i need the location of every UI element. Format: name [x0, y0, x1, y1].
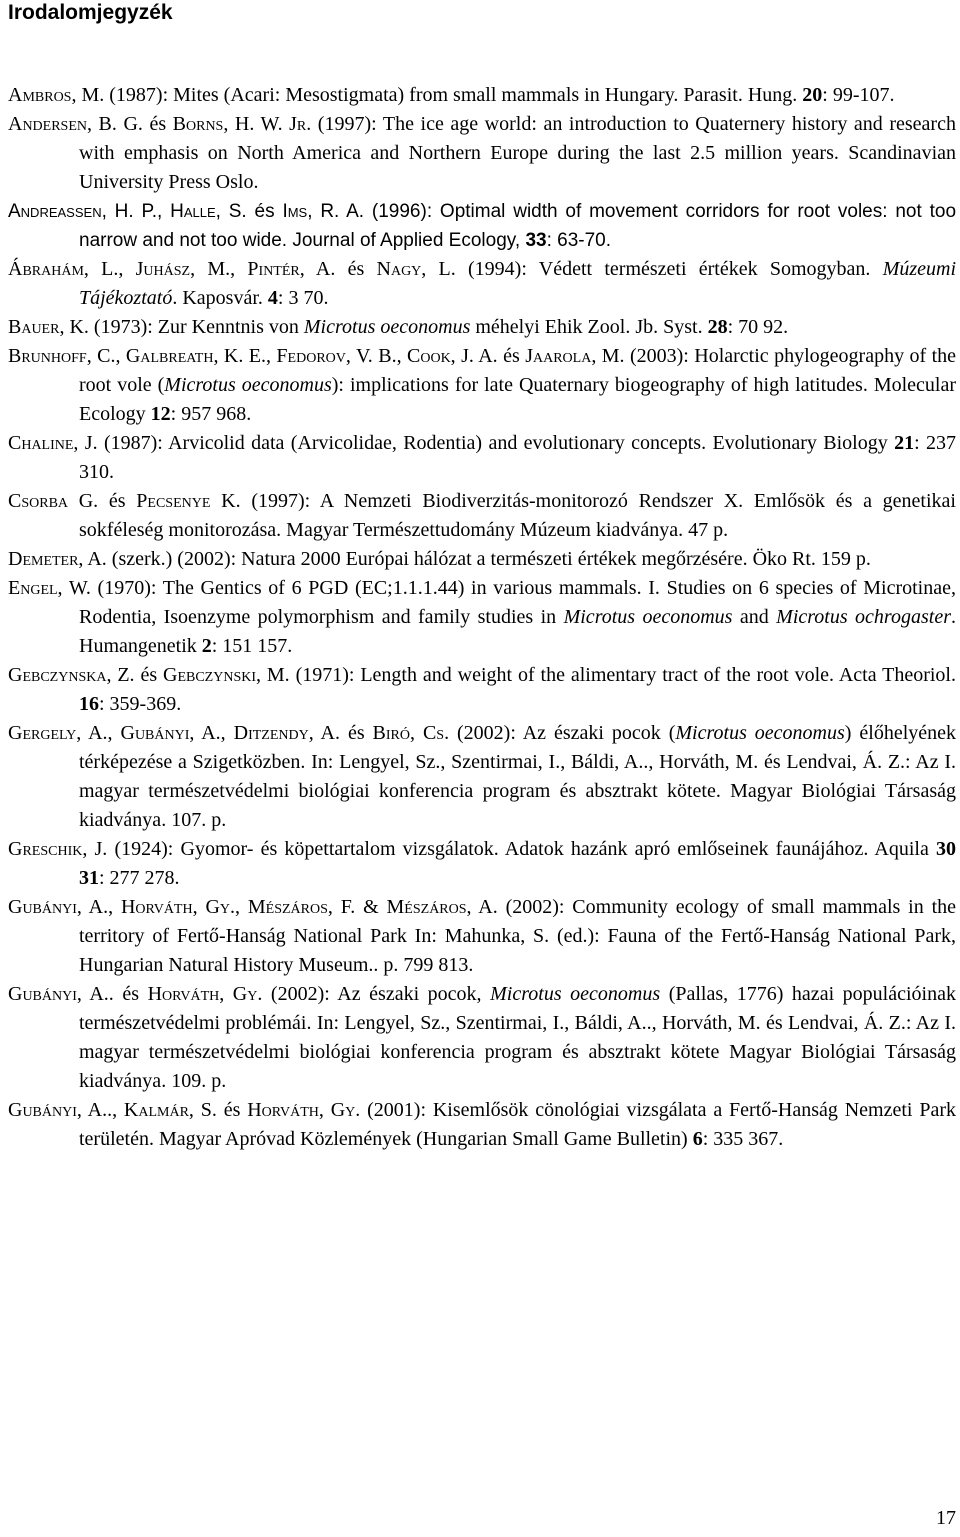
- reference-entry: [8, 893, 956, 980]
- reference-text: és: [134, 664, 163, 686]
- reference-entry: [8, 487, 956, 545]
- reference-text: ,: [220, 722, 234, 744]
- reference-text: (1924): Gyomor- és köpettartalom vizsgálatok. Adatok hazánk apró emlőseinek faunájához. Aquila: [107, 838, 936, 860]
- page-number: 17: [936, 1507, 956, 1529]
- author-name: Bauer, K.: [8, 316, 89, 338]
- reference-entry: [8, 719, 956, 835]
- reference-text: (1996): Optimal width of movement corridors for root voles: not too narrow and not too wide. Journal of Applied Ecology,: [79, 201, 957, 251]
- reference-text: ,: [112, 1099, 124, 1121]
- reference-text: (1971): Length and weight of the alimentary tract of the root vole. Acta Theoriol.: [289, 664, 956, 686]
- reference-text: : 359-369.: [99, 693, 182, 715]
- author-name: Kalmár, S.: [123, 1099, 217, 1121]
- author-name: Engel, W.: [8, 577, 91, 599]
- reference-entry: [8, 429, 956, 487]
- author-name: Mészáros, A.: [386, 896, 498, 918]
- volume-number: 4: [267, 287, 278, 309]
- reference-text: : 237 310.: [79, 432, 956, 483]
- reference-text: ,: [107, 722, 121, 744]
- author-name: Horváth, Gy.: [247, 1099, 361, 1121]
- reference-entry: [8, 661, 956, 719]
- author-name: Ambros, M.: [8, 84, 105, 106]
- reference-text: (1973): Zur Kenntnis von: [88, 316, 304, 338]
- author-name: Ábrahám, L.: [8, 258, 119, 280]
- author-name: Gubányi, A.: [120, 722, 221, 744]
- reference-text: (1987): Arvicolid data (Arvicolidae, Rodentia) and evolutionary concepts. Evolutionary Biology: [97, 432, 895, 454]
- author-name: Pecsenye K.: [136, 490, 241, 512]
- reference-text: : 99-107.: [822, 84, 895, 106]
- author-name: Chaline, J.: [8, 432, 98, 454]
- reference-text: (2001): Kisemlősök cönológiai vizsgálata a Fertő-Hanság Nemzeti Park területén. Magyar Apróvad Közlemények (Hungarian Small Game Bulletin): [79, 1099, 956, 1150]
- author-name: Greschik, J.: [8, 838, 108, 860]
- reference-text: (2002): Az északi pocok (: [449, 722, 676, 744]
- reference-text: (1987): Mites (Acari: Mesostigmata) from small mammals in Hungary. Parasit. Hung.: [104, 84, 803, 106]
- reference-text: méhelyi Ehik Zool. Jb. Syst.: [470, 316, 708, 338]
- author-name: Andersen, B. G.: [8, 113, 143, 135]
- reference-text: (2003): Holarctic phylogeography of the root vole (: [79, 345, 957, 396]
- volume-number: 30 31: [79, 838, 956, 889]
- reference-text: (2002): Az északi pocok,: [262, 983, 491, 1005]
- reference-text: ,: [235, 896, 248, 918]
- reference-entry: [8, 197, 956, 255]
- reference-text: ,: [265, 345, 277, 367]
- reference-text: ,: [118, 258, 136, 280]
- reference-text: és: [113, 983, 148, 1005]
- author-name: Pintér, A.: [247, 258, 336, 280]
- reference-text: : 70 92.: [727, 316, 789, 338]
- reference-text: és: [335, 258, 377, 280]
- author-name: Horváth, Gy.: [147, 983, 263, 1005]
- reference-text: ,: [108, 896, 121, 918]
- reference-text: . Humangenetik: [79, 606, 956, 657]
- author-name: Brunhoff, C.: [8, 345, 116, 367]
- reference-entry: [8, 1096, 956, 1154]
- italic-text: Microtus oeconomus: [303, 316, 471, 338]
- volume-number: 28: [707, 316, 728, 338]
- author-name: Gergely, A.: [8, 722, 108, 744]
- reference-list: [8, 81, 956, 1154]
- reference-entry: [8, 835, 956, 893]
- author-name: Ditzendy, A.: [233, 722, 340, 744]
- reference-text: (1997): A Nemzeti Biodiverzitás-monitorozó Rendszer X. Emlősök és a genetikai sokféleség monitorozása. Magyar Természettudomány Múzeum kiadványa. 47 p.: [79, 490, 956, 541]
- reference-text: ) élőhelyének térképezése a Szigetközben. In: Lengyel, Sz., Szentirmai, I., Báldi, A.., Horváth, M. és Lendvai, Á. Z.: Az I. magyar természetvédelmi biológiai konferencia program és absztrakt kötete. Magyar Biológiai Társaság kiadványa. 107. p.: [79, 722, 957, 831]
- reference-entry: [8, 545, 956, 574]
- author-name: Jaarola, M.: [525, 345, 625, 367]
- reference-text: ): implications for late Quaternary biogeography of high latitudes. Molecular Ecology: [79, 374, 957, 425]
- author-name: Juhász, M.: [135, 258, 231, 280]
- reference-text: és: [216, 1099, 248, 1121]
- volume-number: 6: [692, 1128, 703, 1150]
- italic-text: Microtus ochrogaster: [776, 606, 951, 628]
- reference-text: és: [246, 201, 283, 222]
- volume-number: 21: [894, 432, 915, 454]
- volume-number: 20: [802, 84, 823, 106]
- reference-text: . Kaposvár.: [172, 287, 268, 309]
- author-name: Gebczynska, Z.: [8, 664, 135, 686]
- reference-text: (2002): Community ecology of small mammals in the territory of Fertő-Hanság National Park In: Mahunka, S. (ed.): Fauna of the Fertő-Hanság National Park, Hungarian Natural History Museum.. p. 799 813.: [79, 896, 957, 976]
- reference-text: (1994): Védett természeti értékek Somogyban.: [455, 258, 883, 280]
- reference-text: and: [732, 606, 777, 628]
- author-name: Demeter, A.: [8, 548, 107, 570]
- italic-text: Microtus oeconomus: [490, 983, 661, 1005]
- reference-entry: [8, 980, 956, 1096]
- author-name: Mészáros, F.: [247, 896, 356, 918]
- reference-text: : 151 157.: [211, 635, 293, 657]
- reference-text: (1970): The Gentics of 6 PGD (EC;1.1.1.44) in various mammals. I. Studies on 6 species of Microtinae, Rodentia, Isoenzyme polymorphism and family studies in: [79, 577, 956, 628]
- author-name: Cook, J. A.: [407, 345, 498, 367]
- author-name: Gebczynski, M.: [163, 664, 290, 686]
- reference-text: és: [142, 113, 173, 135]
- reference-text: (1997): The ice age world: an introduction to Quaternery history and research with emphasis on North America and Northern Europe during the last 2.5 million years. Scandinavian University Press Oslo.: [79, 113, 956, 193]
- reference-entry: [8, 342, 956, 429]
- author-name: Andreassen, H. P.: [8, 201, 158, 222]
- reference-entry: [8, 255, 956, 313]
- reference-entry: [8, 110, 956, 197]
- page-title: Irodalomjegyzék: [8, 1, 173, 24]
- volume-number: 16: [79, 693, 99, 715]
- author-name: Horváth, Gy.: [120, 896, 235, 918]
- author-name: Nagy, L.: [376, 258, 456, 280]
- author-name: Csorba G.: [8, 490, 99, 512]
- reference-text: és: [497, 345, 526, 367]
- reference-text: : 3 70.: [277, 287, 329, 309]
- author-name: Gubányi, A..: [8, 983, 114, 1005]
- reference-text: és: [98, 490, 137, 512]
- author-name: Galbreath, K. E.: [125, 345, 266, 367]
- reference-text: : 335 367.: [702, 1128, 784, 1150]
- reference-text: és: [340, 722, 373, 744]
- italic-text: Microtus oeconomus: [675, 722, 845, 744]
- italic-text: Microtus oeconomus: [563, 606, 733, 628]
- author-name: Fedorov, V. B.: [276, 345, 397, 367]
- author-name: Borns, H. W. Jr.: [172, 113, 312, 135]
- reference-text: ,: [157, 201, 171, 222]
- volume-number: 33: [525, 230, 547, 251]
- author-name: Ims, R. A.: [282, 201, 365, 222]
- reference-text: : 277 278.: [99, 867, 180, 889]
- reference-text: : 957 968.: [170, 403, 252, 425]
- reference-text: ,: [396, 345, 408, 367]
- author-name: Halle, S.: [170, 201, 247, 222]
- reference-entry: [8, 81, 956, 110]
- italic-text: Microtus oeconomus: [164, 374, 332, 396]
- reference-text: ,: [115, 345, 126, 367]
- reference-text: &: [355, 896, 387, 918]
- reference-text: : 63-70.: [546, 230, 612, 251]
- author-name: Biró, Cs.: [372, 722, 450, 744]
- reference-entry: [8, 574, 956, 661]
- volume-number: 2: [201, 635, 212, 657]
- reference-text: (szerk.) (2002): Natura 2000 Európai hálózat a természeti értékek megőrzésére. Öko Rt. 159 p.: [106, 548, 871, 570]
- volume-number: 12: [150, 403, 171, 425]
- italic-text: Múzeumi Tájékoztató: [79, 258, 957, 309]
- reference-text: ,: [230, 258, 248, 280]
- author-name: Gubányi, A.: [8, 896, 109, 918]
- author-name: Gubányi, A..: [8, 1099, 113, 1121]
- reference-entry: [8, 313, 956, 342]
- reference-text: (Pallas, 1776) hazai populációinak természetvédelmi problémái. In: Lengyel, Sz., Szentirmai, I., Báldi, A.., Horváth, M. és Lendvai, Á. Z.: Az I. magyar természetvédelmi biológiai konferencia program és absztrakt kötete Magyar Biológiai Társaság kiadványa. 109. p.: [79, 983, 956, 1092]
